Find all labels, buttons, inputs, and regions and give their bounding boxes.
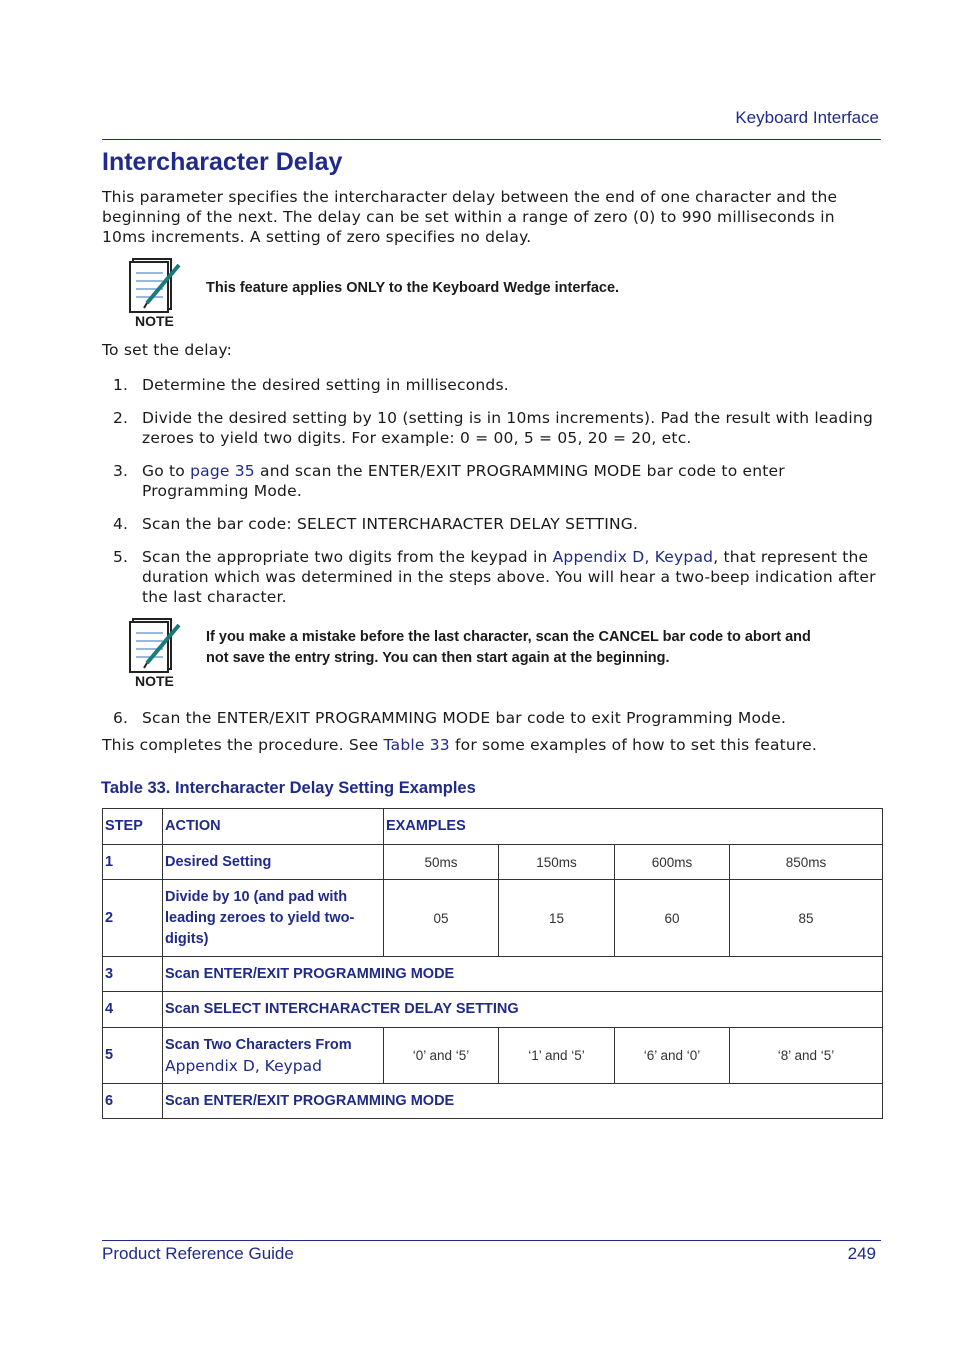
cell-step: 6 xyxy=(103,1084,163,1119)
header-action: ACTION xyxy=(163,809,384,845)
table-row xyxy=(103,1028,883,1084)
step-number: 6. xyxy=(113,709,129,727)
cell-action: Scan SELECT INTERCHARACTER DELAY SETTING xyxy=(163,992,883,1028)
step-text-pre: Go to xyxy=(142,462,191,480)
cell-action-text: Scan Two Characters From xyxy=(165,1036,352,1053)
appendix-d-keypad-link[interactable]: Appendix D, Keypad xyxy=(552,548,714,566)
page-title: Intercharacter Delay xyxy=(102,148,343,176)
cell-example: 15 xyxy=(499,880,615,957)
cell-step: 5 xyxy=(103,1028,163,1084)
step-text-post: , that represent the duration which was determined in the steps above. You will hear a two-beep indication after the last character. xyxy=(142,548,876,606)
footer-divider xyxy=(102,1240,881,1241)
cell-action xyxy=(163,1028,384,1084)
note-text-line: not save the entry string. You can then start again at the beginning. xyxy=(206,650,670,666)
delay-examples-table xyxy=(102,808,883,1119)
cell-step: 2 xyxy=(103,880,163,957)
note-label: NOTE xyxy=(135,673,174,689)
header-divider xyxy=(102,139,881,140)
cell-example: 85 xyxy=(730,880,883,957)
table-row xyxy=(103,992,883,1028)
step-text xyxy=(142,547,883,607)
cell-action: Scan ENTER/EXIT PROGRAMMING MODE xyxy=(163,957,883,992)
step-item xyxy=(113,708,883,728)
step-text: Scan the bar code: SELECT INTERCHARACTER DELAY SETTING. xyxy=(142,515,639,533)
table-caption: Table 33. Intercharacter Delay Setting Examples xyxy=(101,779,476,797)
cell-example: ‘0’ and ‘5’ xyxy=(384,1028,499,1084)
header-examples: EXAMPLES xyxy=(384,809,883,845)
note-text-line: If you make a mistake before the last character, scan the CANCEL bar code to abort and xyxy=(206,629,811,645)
cell-example: 50ms xyxy=(384,845,499,880)
cell-action: Scan ENTER/EXIT PROGRAMMING MODE xyxy=(163,1084,883,1119)
completes-pre: This completes the procedure. See xyxy=(102,736,384,754)
step-text: Determine the desired setting in milliseconds. xyxy=(142,376,509,394)
step-text xyxy=(142,461,883,501)
cell-example: 150ms xyxy=(499,845,615,880)
to-set-label: To set the delay: xyxy=(102,341,233,359)
running-header: Keyboard Interface xyxy=(735,108,879,127)
note-pencil-icon xyxy=(127,255,187,313)
step-text: Divide the desired setting by 10 (setting is in 10ms increments). Pad the result with leading zeroes to yield two digits. For example: 0 = 00, 5 = 05, 20 = 20, etc. xyxy=(142,409,873,447)
table-header-row xyxy=(103,809,883,845)
page-35-link[interactable]: page 35 xyxy=(190,462,255,480)
step-number: 4. xyxy=(113,515,129,533)
table-row xyxy=(103,880,883,957)
completes-post: for some examples of how to set this feature. xyxy=(449,736,818,754)
footer-guide-title: Product Reference Guide xyxy=(102,1244,294,1263)
header-step: STEP xyxy=(103,809,163,845)
intro-paragraph: This parameter specifies the intercharacter delay between the end of one character and the beginning of the next. The delay can be set within a range of zero (0) to 990 milliseconds in 10ms increments. A setting of zero specifies no delay. xyxy=(102,188,838,246)
table-33-link[interactable]: Table 33 xyxy=(383,736,450,754)
note-text xyxy=(206,627,811,669)
completes-paragraph xyxy=(102,735,882,755)
step-number: 2. xyxy=(113,409,129,427)
step-item xyxy=(113,547,883,607)
cell-step: 4 xyxy=(103,992,163,1028)
note-pencil-icon xyxy=(127,615,187,673)
cell-example: 850ms xyxy=(730,845,883,880)
step-text-pre: Scan the appropriate two digits from the keypad in xyxy=(142,548,553,566)
step-item xyxy=(113,514,883,534)
footer-page-number: 249 xyxy=(847,1244,876,1263)
cell-example: 600ms xyxy=(615,845,730,880)
step-number: 3. xyxy=(113,462,129,480)
cell-example: ‘6’ and ‘0’ xyxy=(615,1028,730,1084)
step-text-post: and scan the ENTER/EXIT PROGRAMMING MODE bar code to enter Programming Mode. xyxy=(142,462,785,500)
step-item xyxy=(113,408,883,448)
step-item xyxy=(113,461,883,501)
cell-action: Desired Setting xyxy=(163,845,384,880)
note-label: NOTE xyxy=(135,313,174,329)
appendix-d-keypad-link[interactable]: Appendix D, Keypad xyxy=(165,1056,322,1075)
cell-example: 05 xyxy=(384,880,499,957)
step-text: Scan the ENTER/EXIT PROGRAMMING MODE bar code to exit Programming Mode. xyxy=(142,709,787,727)
step-number: 5. xyxy=(113,548,129,566)
table-row xyxy=(103,957,883,992)
cell-example: ‘1’ and ‘5’ xyxy=(499,1028,615,1084)
cell-example: 60 xyxy=(615,880,730,957)
step-item xyxy=(113,375,883,395)
cell-example: ‘8’ and ‘5’ xyxy=(730,1028,883,1084)
table-row xyxy=(103,1084,883,1119)
cell-action: Divide by 10 (and pad with leading zeroes to yield two-digits) xyxy=(163,880,384,957)
step-number: 1. xyxy=(113,376,129,394)
table-row xyxy=(103,845,883,880)
cell-step: 1 xyxy=(103,845,163,880)
note-text: This feature applies ONLY to the Keyboard Wedge interface. xyxy=(206,280,620,296)
cell-step: 3 xyxy=(103,957,163,992)
